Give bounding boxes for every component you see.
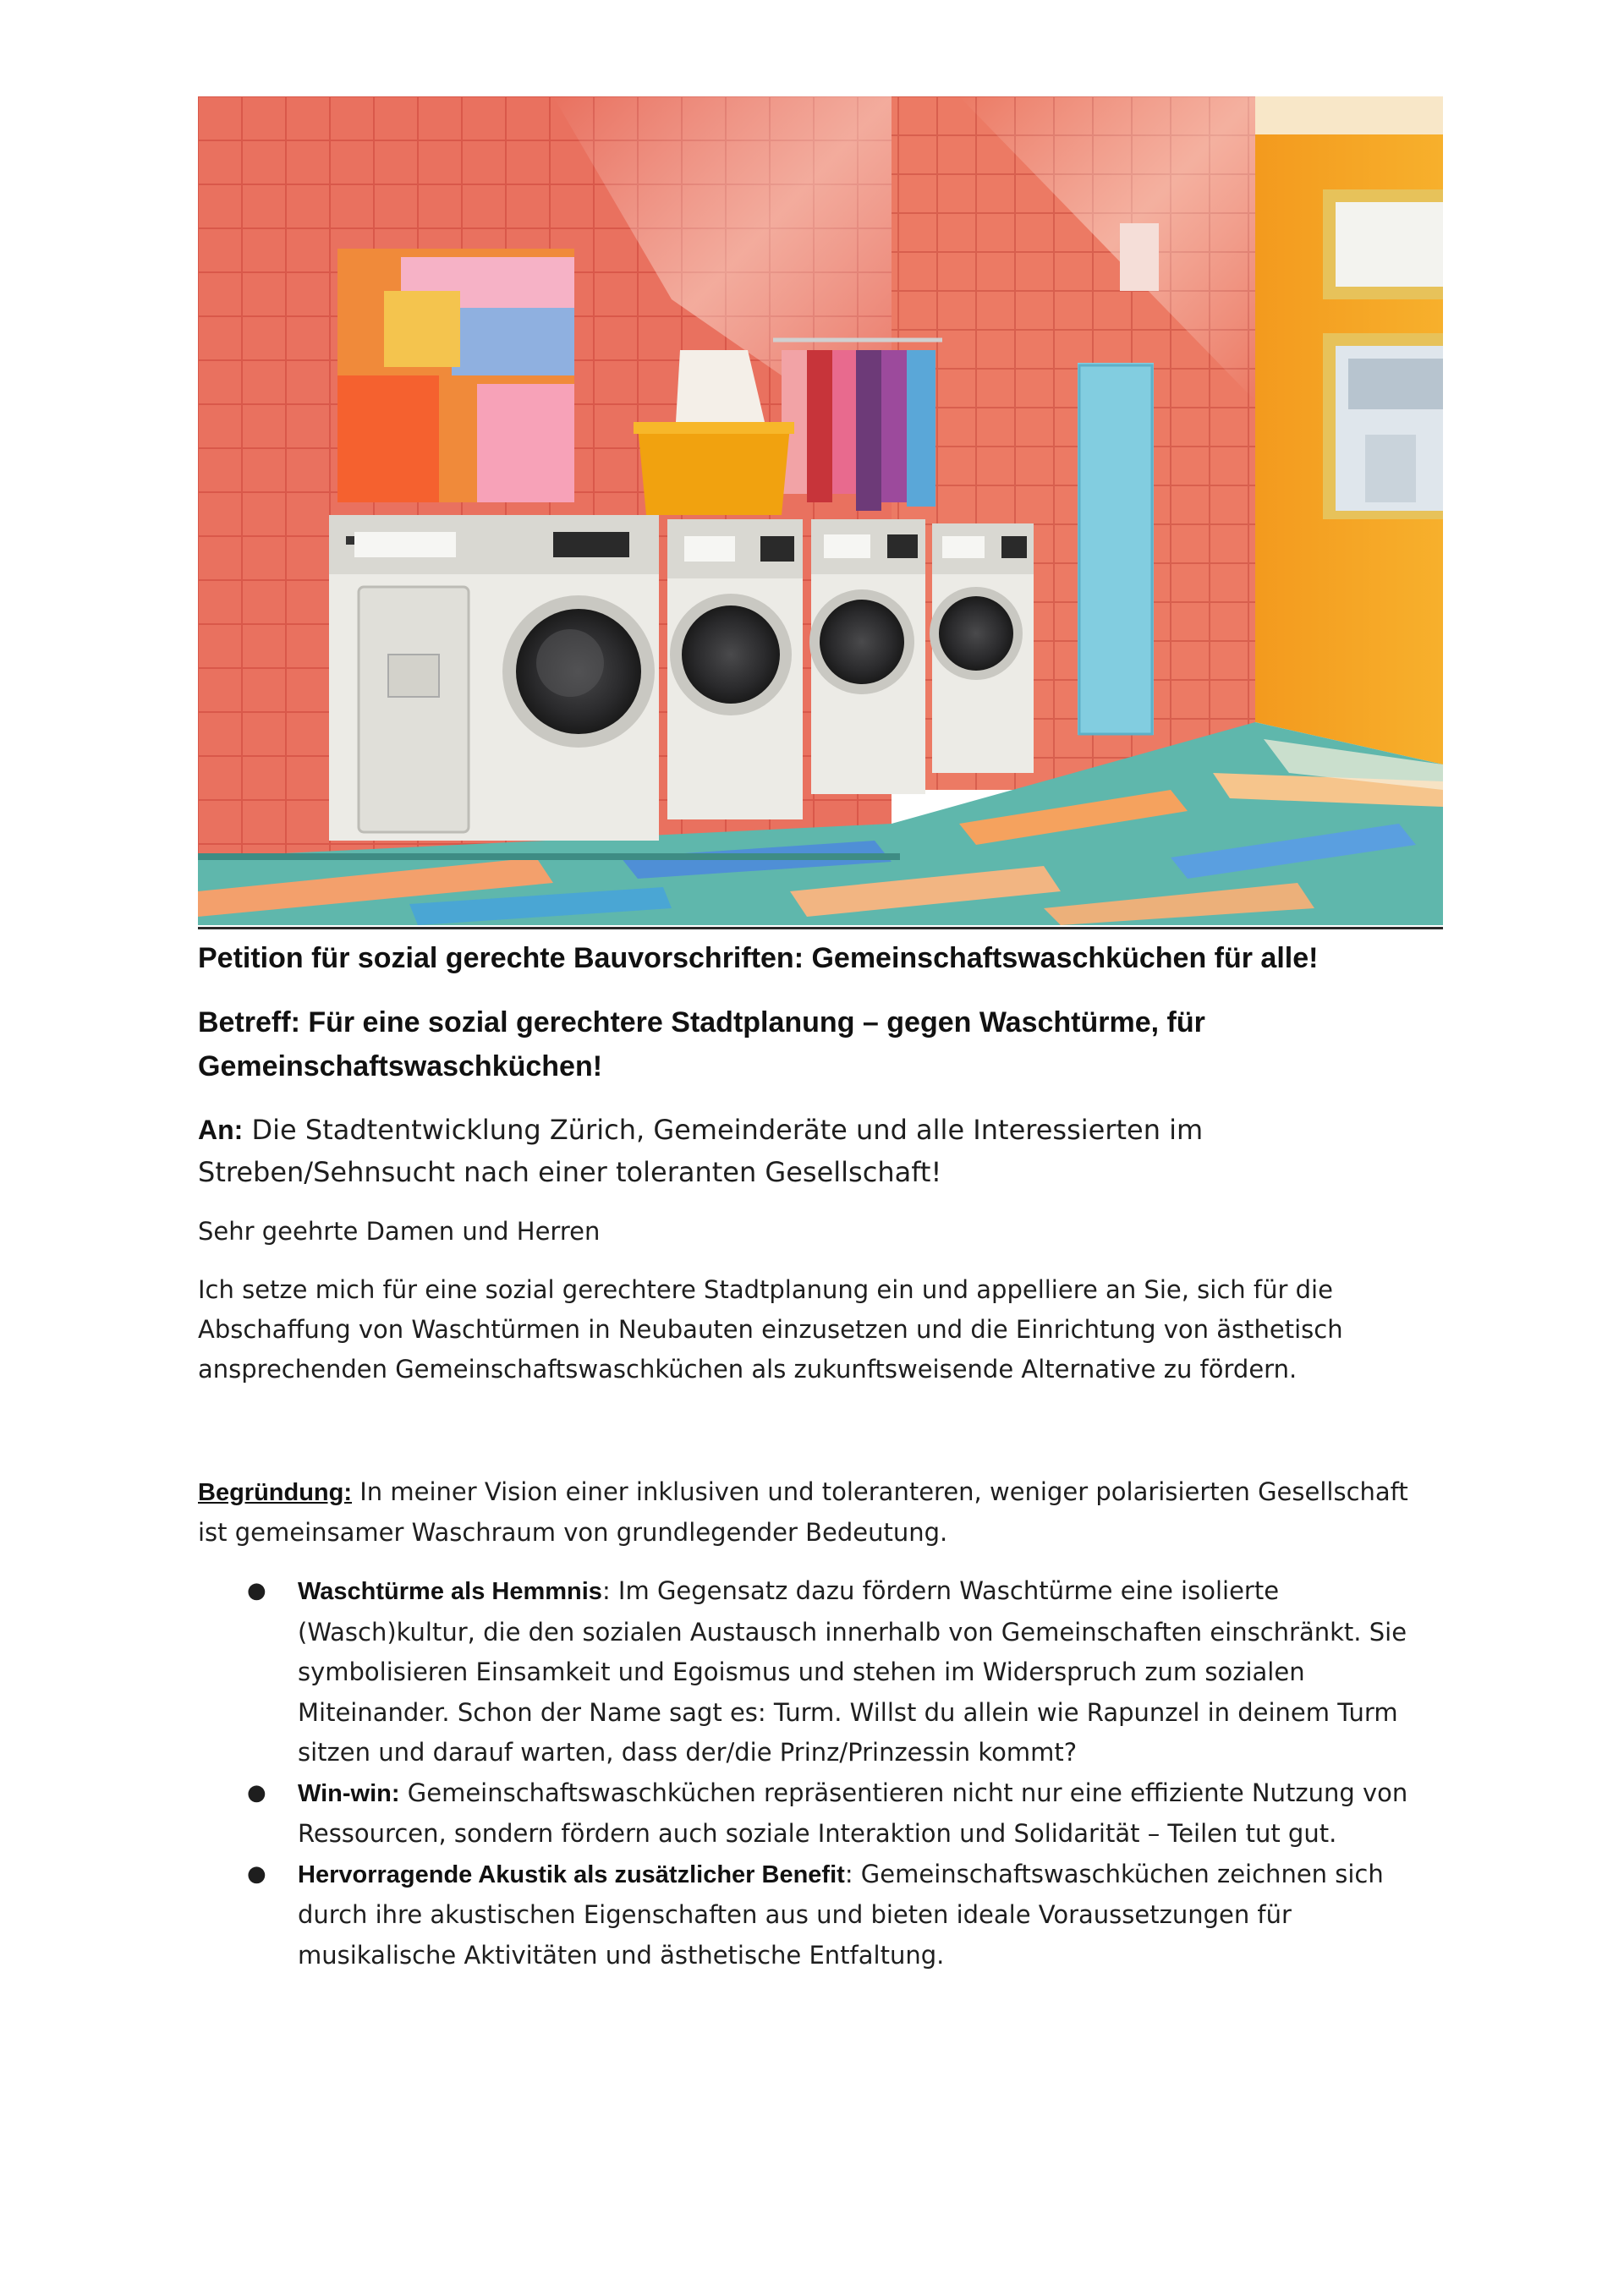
argument-list bbox=[198, 1571, 1443, 1975]
laundry-room-illustration bbox=[198, 96, 1443, 925]
reason-label: Begründung: bbox=[198, 1479, 353, 1506]
point-label: Win-win: bbox=[298, 1779, 400, 1807]
document-page bbox=[198, 96, 1443, 1975]
list-item bbox=[198, 1855, 1443, 1976]
addressee-label: An: bbox=[198, 1115, 244, 1145]
intro-paragraph: Ich setze mich für eine sozial gerechtere Stadtplanung ein und appelliere an Sie, sich für die Abschaffung von Waschtürmen in Neubauten einzusetzen und die Einrichtung von ästhetisch ansprechenden Gemeinschaftswaschküchen als zukunftsweisende Alternative zu fördern. bbox=[198, 1275, 1343, 1384]
petition-title: Petition für sozial gerechte Bauvorschriften: Gemeinschaftswaschküchen für alle! bbox=[198, 942, 1319, 974]
addressee-paragraph bbox=[198, 1109, 1443, 1193]
addressee-text: Die Stadtentwicklung Zürich, Gemeinderäte und alle Interessierten im Streben/Sehnsucht nach einer toleranten Gesellschaft! bbox=[198, 1114, 1204, 1188]
point-label: Waschtürme als Hemmnis bbox=[298, 1578, 602, 1605]
point-label: Hervorragende Akustik als zusätzlicher Benefit bbox=[298, 1860, 845, 1888]
bullet-icon: ● bbox=[247, 1779, 266, 1806]
bullet-icon: ● bbox=[247, 1860, 266, 1887]
point-text: Gemeinschaftswaschküchen repräsentieren nicht nur eine effiziente Nutzung von Ressourcen, sondern fördern auch soziale Interaktion und Solidarität – Teilen tut gut. bbox=[298, 1778, 1408, 1848]
reason-paragraph bbox=[198, 1472, 1443, 1553]
bullet-icon: ● bbox=[247, 1578, 266, 1603]
subject-line: Betreff: Für eine sozial gerechtere Stadtplanung – gegen Waschtürme, für Gemeinschaftswaschküchen! bbox=[198, 1006, 1205, 1082]
greeting: Sehr geehrte Damen und Herren bbox=[198, 1217, 601, 1246]
list-item bbox=[198, 1571, 1443, 1773]
point-text: : Im Gegensatz dazu fördern Waschtürme eine isolierte (Wasch)kultur, die den sozialen Austausch innerhalb von Gemeinschaften einschränkt. Sie symbolisieren Einsamkeit und Egoismus und stehen im Widerspruch zum sozialen Miteinander. Schon der Name sagt es: Turm. Willst du allein wie Rapunzel in deinem Turm sitzen und darauf warten, dass der/die Prinz/Prinzessin kommt? bbox=[298, 1576, 1407, 1767]
list-item bbox=[198, 1773, 1443, 1855]
laundry-room-image bbox=[198, 96, 1443, 925]
image-underline bbox=[198, 927, 1443, 929]
point-text: : Gemeinschaftswaschküchen zeichnen sich durch ihre akustischen Eigenschaften aus und bieten ideale Voraussetzungen für musikalische Aktivitäten und ästhetische Entfaltung. bbox=[298, 1859, 1384, 1970]
reason-text: In meiner Vision einer inklusiven und toleranteren, weniger polarisierten Gesellschaft ist gemeinsamer Waschraum von grundlegender Bedeutung. bbox=[198, 1477, 1408, 1547]
